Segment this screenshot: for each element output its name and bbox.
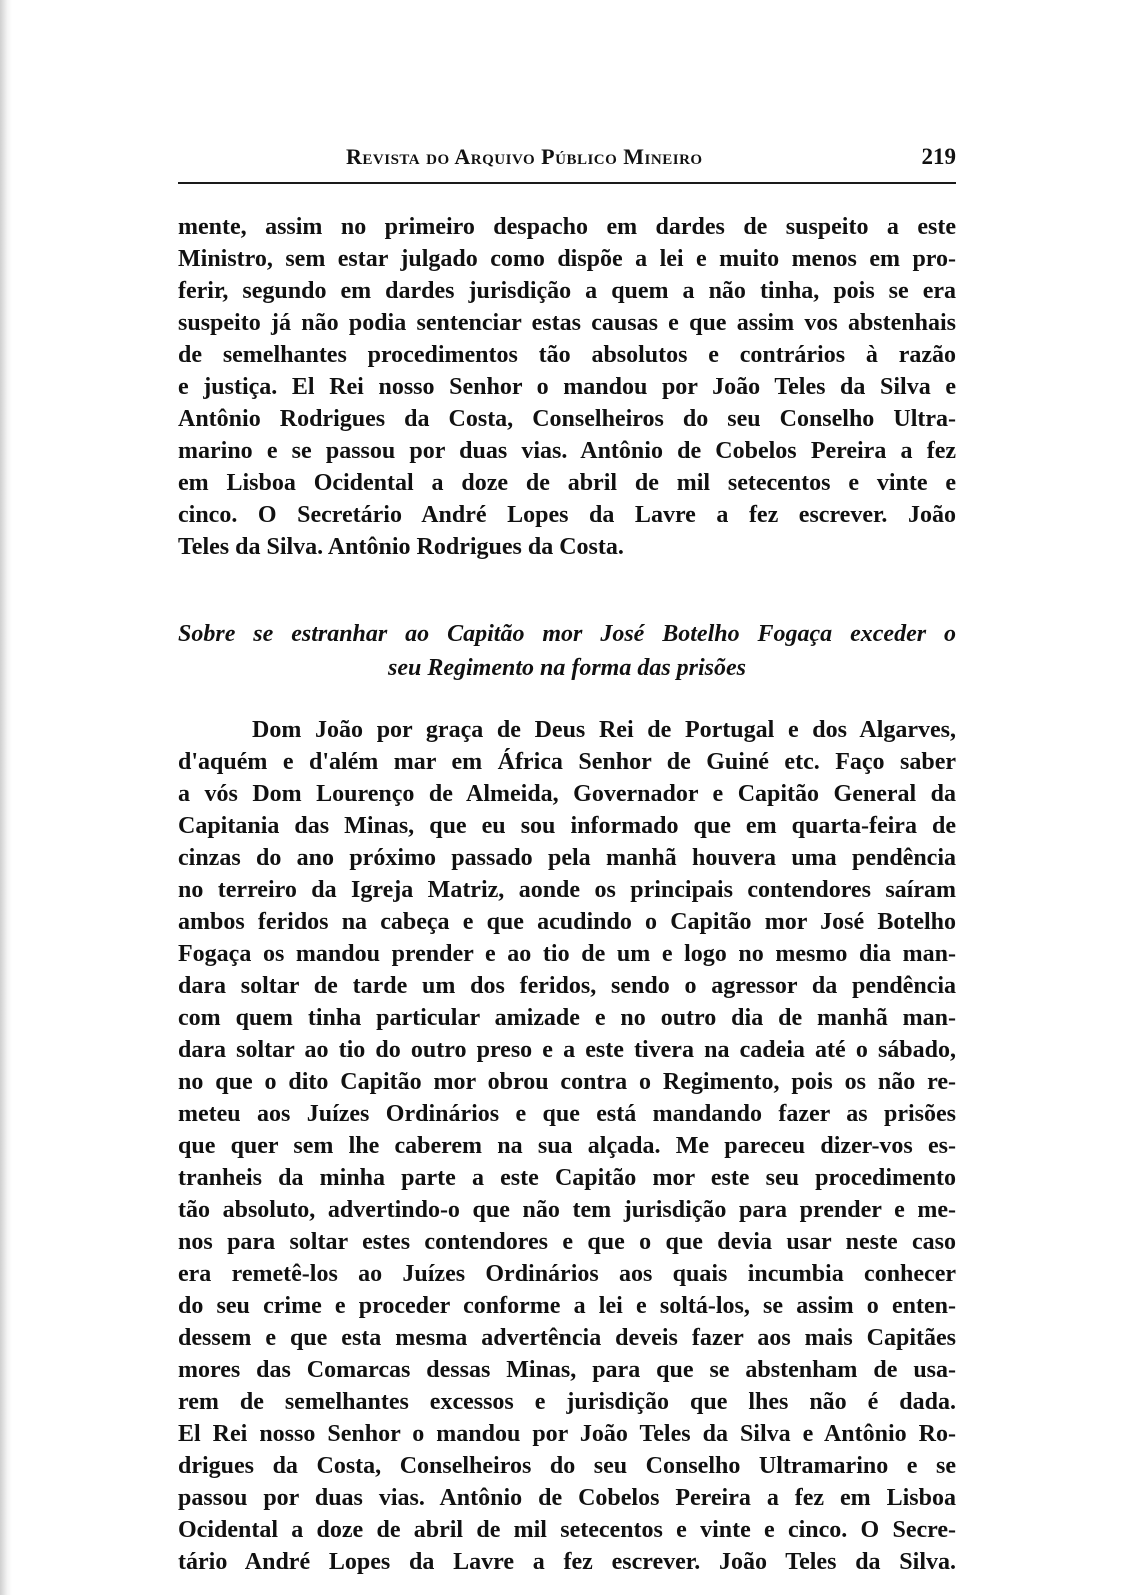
text-line: El Rei nosso Senhor o mandou por João Teles da Silva e Antônio Ro- <box>178 1421 956 1447</box>
text-line: cinco. O Secretário André Lopes da Lavre a fez escrever. João <box>178 502 956 528</box>
text-line: do seu crime e proceder conforme a lei e soltá-los, se assim o enten- <box>178 1293 956 1319</box>
text-line: mores das Comarcas dessas Minas, para que se abstenham de usa- <box>178 1357 956 1383</box>
text-line: Capitania das Minas, que eu sou informado que em quarta-feira de <box>178 813 956 839</box>
running-title: Revista do Arquivo Público Mineiro <box>346 144 703 169</box>
text-line: de semelhantes procedimentos tão absolutos e contrários à razão <box>178 342 956 368</box>
text-line: Dom João por graça de Deus Rei de Portugal e dos Algarves, <box>252 717 956 743</box>
text-line: Ministro, sem estar julgado como dispõe a lei e muito menos em pro- <box>178 246 956 272</box>
text-line: dara soltar de tarde um dos feridos, sendo o agressor da pendência <box>178 973 956 999</box>
text-line: nos para soltar estes contendores e que o que devia usar neste caso <box>178 1229 956 1255</box>
text-line: era remetê-los ao Juízes Ordinários aos quais incumbia conhecer <box>178 1261 956 1287</box>
text-line: d'aquém e d'além mar em África Senhor de Guiné etc. Faço saber <box>178 749 956 775</box>
text-line: drigues da Costa, Conselheiros do seu Conselho Ultramarino e se <box>178 1453 956 1479</box>
text-line: ferir, segundo em dardes jurisdição a quem a não tinha, pois se era <box>178 278 956 304</box>
text-line: tão absoluto, advertindo-o que não tem jurisdição para prender e me- <box>178 1197 956 1223</box>
text-line: suspeito já não podia sentenciar estas causas e que assim vos abstenhais <box>178 310 956 336</box>
text-line: Ocidental a doze de abril de mil setecentos e vinte e cinco. O Secre- <box>178 1517 956 1543</box>
text-line: mente, assim no primeiro despacho em dardes de suspeito a este <box>178 214 956 240</box>
text-line: rem de semelhantes excessos e jurisdição que lhes não é dada. <box>178 1389 956 1415</box>
page-number: 219 <box>921 144 956 169</box>
text-line: com quem tinha particular amizade e no outro dia de manhã man- <box>178 1005 956 1031</box>
text-line: meteu aos Juízes Ordinários e que está mandando fazer as prisões <box>178 1101 956 1127</box>
text-line: no que o dito Capitão mor obrou contra o Regimento, pois os não re- <box>178 1069 956 1095</box>
text-line: passou por duas vias. Antônio de Cobelos Pereira a fez em Lisboa <box>178 1485 956 1511</box>
page-header <box>178 144 956 184</box>
text-line: que quer sem lhe caberem na sua alçada. Me pareceu dizer-vos es- <box>178 1133 956 1159</box>
text-line: dessem e que esta mesma advertência deveis fazer aos mais Capitães <box>178 1325 956 1351</box>
text-line: Antônio Rodrigues da Costa, Conselheiros do seu Conselho Ultra- <box>178 406 956 432</box>
text-line: tranheis da minha parte a este Capitão mor este seu procedimento <box>178 1165 956 1191</box>
text-line: tário André Lopes da Lavre a fez escrever. João Teles da Silva. <box>178 1549 956 1575</box>
text-line: no terreiro da Igreja Matriz, aonde os principais contendores saíram <box>178 877 956 903</box>
text-line: Teles da Silva. Antônio Rodrigues da Costa. <box>178 534 624 560</box>
page-edge-shadow <box>0 0 12 1595</box>
text-line: Fogaça os mandou prender e ao tio de um e logo no mesmo dia man- <box>178 941 956 967</box>
text-line: em Lisboa Ocidental a doze de abril de mil setecentos e vinte e <box>178 470 956 496</box>
text-line: dara soltar ao tio do outro preso e a este tivera na cadeia até o sábado, <box>178 1037 956 1063</box>
text-line: a vós Dom Lourenço de Almeida, Governador e Capitão General da <box>178 781 956 807</box>
heading-line: Sobre se estranhar ao Capitão mor José Botelho Fogaça exceder o <box>178 621 956 647</box>
heading-line: seu Regimento na forma das prisões <box>387 655 747 681</box>
text-line: ambos feridos na cabeça e que acudindo o Capitão mor José Botelho <box>178 909 956 935</box>
text-line: cinzas do ano próximo passado pela manhã houvera uma pendência <box>178 845 956 871</box>
text-line: e justiça. El Rei nosso Senhor o mandou por João Teles da Silva e <box>178 374 956 400</box>
text-line: marino e se passou por duas vias. Antônio de Cobelos Pereira a fez <box>178 438 956 464</box>
